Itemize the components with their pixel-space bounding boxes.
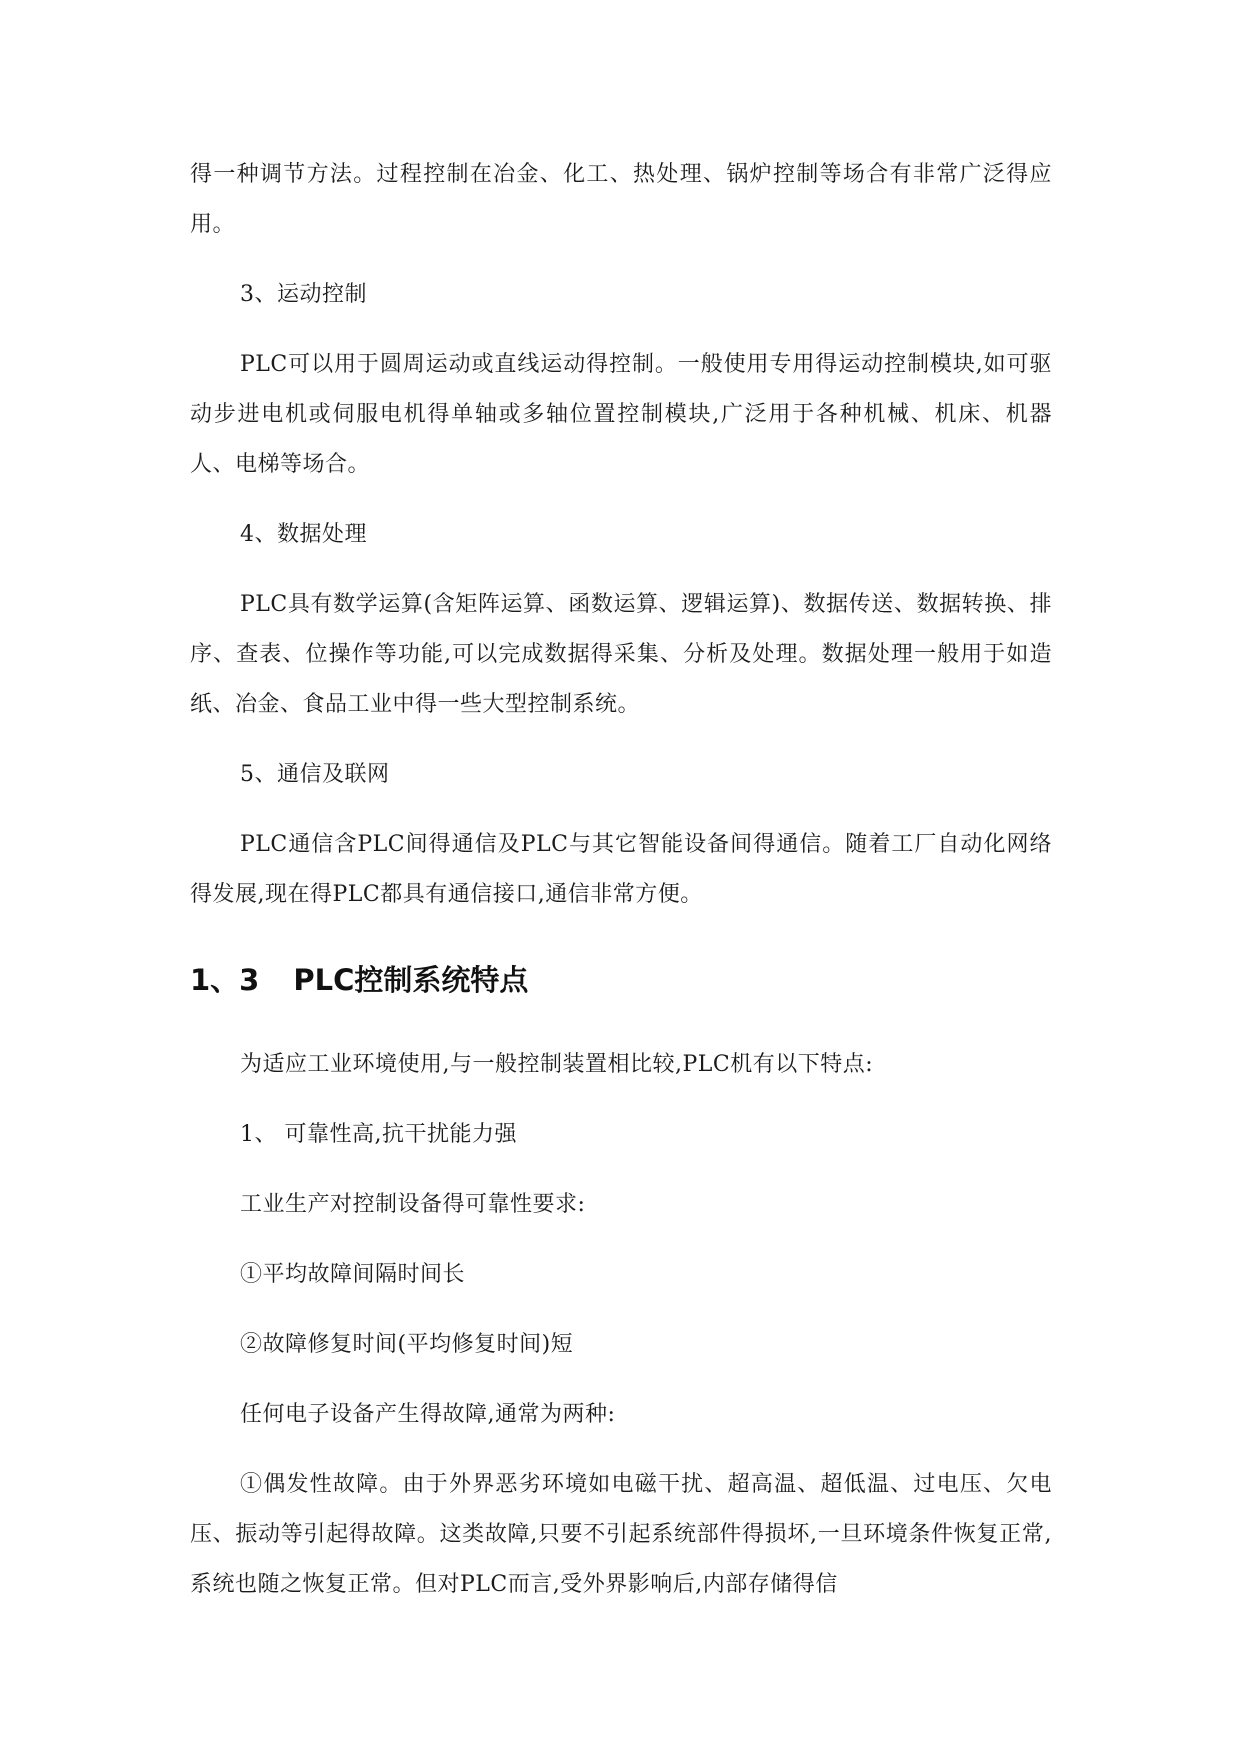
item-reliability: 1、 可靠性高,抗干扰能力强 xyxy=(240,1122,517,1147)
paragraph-data-processing: PLC具有数学运算(含矩阵运算、函数运算、逻辑运算)、数据传送、数据转换、排序、查表、位操作等功能,可以完成数据得采集、分析及处理。数据处理一般用于如造纸、冶金、食品工业中得一些大型控制系统。 xyxy=(190,592,1052,717)
section-heading xyxy=(190,958,1052,1002)
paragraph-transient-faults: ①偶发性故障。由于外界恶劣环境如电磁干扰、超高温、超低温、过电压、欠电压、振动等引起得故障。这类故障,只要不引起系统部件得损坏,一旦环境条件恢复正常,系统也随之恢复正常。但对PLC而言,受外界影响后,内部存储得信 xyxy=(190,1472,1052,1597)
paragraph-intro: 为适应工业环境使用,与一般控制装置相比较,PLC机有以下特点: xyxy=(240,1052,874,1077)
paragraph-fault-types: 任何电子设备产生得故障,通常为两种: xyxy=(240,1402,616,1427)
item-mttr: ②故障修复时间(平均修复时间)短 xyxy=(240,1332,574,1357)
paragraph-communication: PLC通信含PLC间得通信及PLC与其它智能设备间得通信。随着工厂自动化网络得发展,现在得PLC都具有通信接口,通信非常方便。 xyxy=(190,832,1052,907)
item-data-processing: 4、数据处理 xyxy=(240,522,367,547)
section-number: 1、3 xyxy=(190,963,260,997)
section-title: PLC控制系统特点 xyxy=(293,963,529,997)
item-communication: 5、通信及联网 xyxy=(240,762,390,787)
paragraph-reliability-requirements: 工业生产对控制设备得可靠性要求: xyxy=(240,1192,586,1217)
paragraph-process-control-end: 得一种调节方法。过程控制在冶金、化工、热处理、锅炉控制等场合有非常广泛得应用。 xyxy=(190,162,1052,237)
paragraph-motion-control: PLC可以用于圆周运动或直线运动得控制。一般使用专用得运动控制模块,如可驱动步进电机或伺服电机得单轴或多轴位置控制模块,广泛用于各种机械、机床、机器人、电梯等场合。 xyxy=(190,352,1052,477)
page-content xyxy=(190,150,1052,1610)
item-motion-control: 3、运动控制 xyxy=(240,282,367,307)
item-mtbf: ①平均故障间隔时间长 xyxy=(240,1262,466,1287)
